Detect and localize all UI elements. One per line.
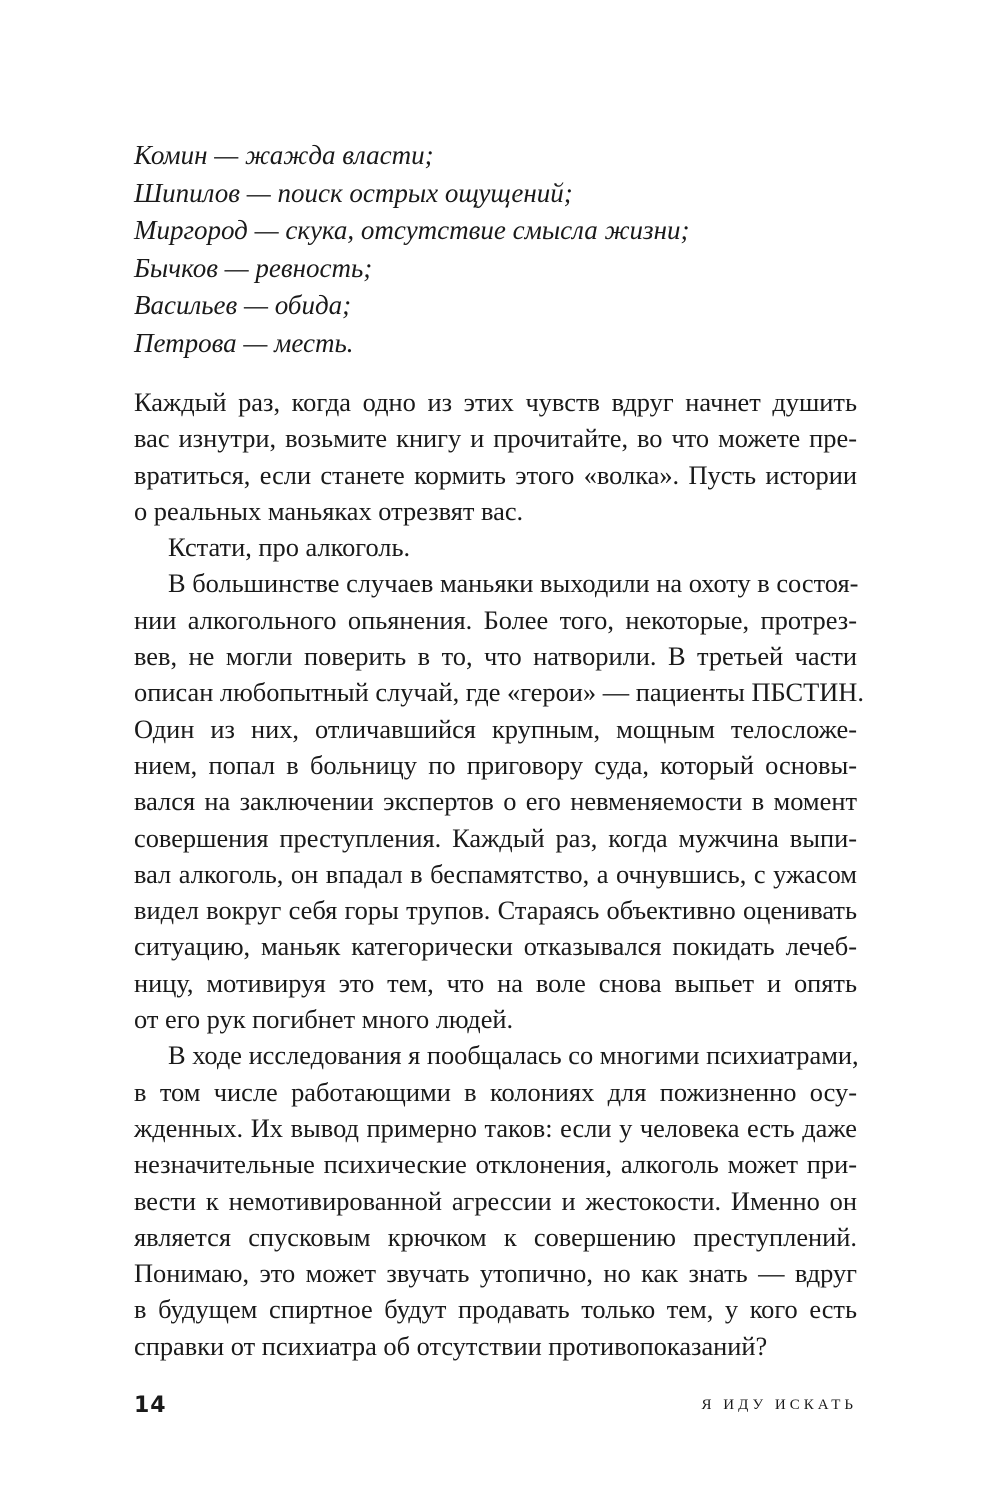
paragraph <box>134 384 857 529</box>
text-line: ситуацию, маньяк категорически отказывался покидать лечеб- <box>134 931 857 962</box>
paragraph <box>134 565 864 1037</box>
text-line: от его рук погибнет много людей. <box>134 1004 514 1035</box>
text-line: вев, не могли поверить в то, что натворили. В третьей части <box>134 641 857 672</box>
text-line: совершения преступления. Каждый раз, когда мужчина выпи- <box>134 822 857 853</box>
text-line: Кстати, про алкоголь. <box>168 532 411 563</box>
text-line: Понимаю, это может звучать утопично, но как знать — вдруг <box>134 1258 857 1289</box>
text-line: Один из них, отличавшийся крупным, мощным телосложе- <box>134 713 857 744</box>
running-title: Я ИДУ ИСКАТЬ <box>701 1397 857 1413</box>
text-line: незначительные психические отклонения, алкоголь может при- <box>134 1149 857 1180</box>
motive-list-item: Шипилов — поиск острых ощущений; <box>134 177 573 208</box>
text-line: нии алкогольного опьянения. Более того, некоторые, протрез- <box>134 604 857 635</box>
text-line: В большинстве случаев маньяки выходили на охоту в состоя- <box>168 568 859 599</box>
text-line: вал алкоголь, он впадал в беспамятство, а очнувшись, с ужасом <box>134 858 857 889</box>
text-line: Каждый раз, когда одно из этих чувств вдруг начнет душить <box>134 387 857 417</box>
text-line: вратиться, если станете кормить этого «волка». Пусть истории <box>134 459 857 490</box>
motive-list-item: Комин — жажда власти; <box>134 140 434 170</box>
text-line: вас изнутри, возьмите книгу и прочитайте, во что можете пре- <box>134 423 857 454</box>
text-line: видел вокруг себя горы трупов. Стараясь объективно оценивать <box>134 895 857 926</box>
text-line: является спусковым крючком к совершению преступлений. <box>134 1221 857 1252</box>
motive-list <box>134 137 874 362</box>
text-line: нием, попал в больницу по приговору суда, который основы- <box>134 749 857 780</box>
text-line: о реальных маньяках отрезвят вас. <box>134 495 524 526</box>
text-line: справки от психиатра об отсутствии противопоказаний? <box>134 1330 768 1361</box>
paragraph <box>134 1037 857 1364</box>
paragraph <box>134 529 857 565</box>
page-number: 14 <box>134 1393 167 1418</box>
text-line: описан любопытный случай, где «герои» — пациенты ПБСТИН. <box>134 677 864 708</box>
text-line: в будущем спиртное будут продавать только тем, у кого есть <box>134 1294 857 1325</box>
text-line: вести к немотивированной агрессии и жестокости. Именно он <box>134 1185 857 1216</box>
text-line: ницу, мотивируя это тем, что на воле снова выпьет и опять <box>134 967 857 998</box>
motive-list-item: Бычков — ревность; <box>134 252 373 283</box>
motive-list-item: Миргород — скука, отсутствие смысла жизни; <box>134 215 690 245</box>
motive-list-item: Васильев — обида; <box>134 290 352 320</box>
motive-list-item: Петрова — месть. <box>134 327 354 358</box>
body-text <box>134 384 864 1364</box>
text-line: вался на заключении экспертов о его невменяемости в момент <box>134 786 857 817</box>
text-line: жденных. Их вывод примерно таков: если у человека есть даже <box>134 1112 857 1143</box>
text-line: В ходе исследования я пообщалась со многими психиатрами, <box>168 1040 859 1071</box>
text-line: в том числе работающими в колониях для пожизненно осу- <box>134 1076 857 1107</box>
